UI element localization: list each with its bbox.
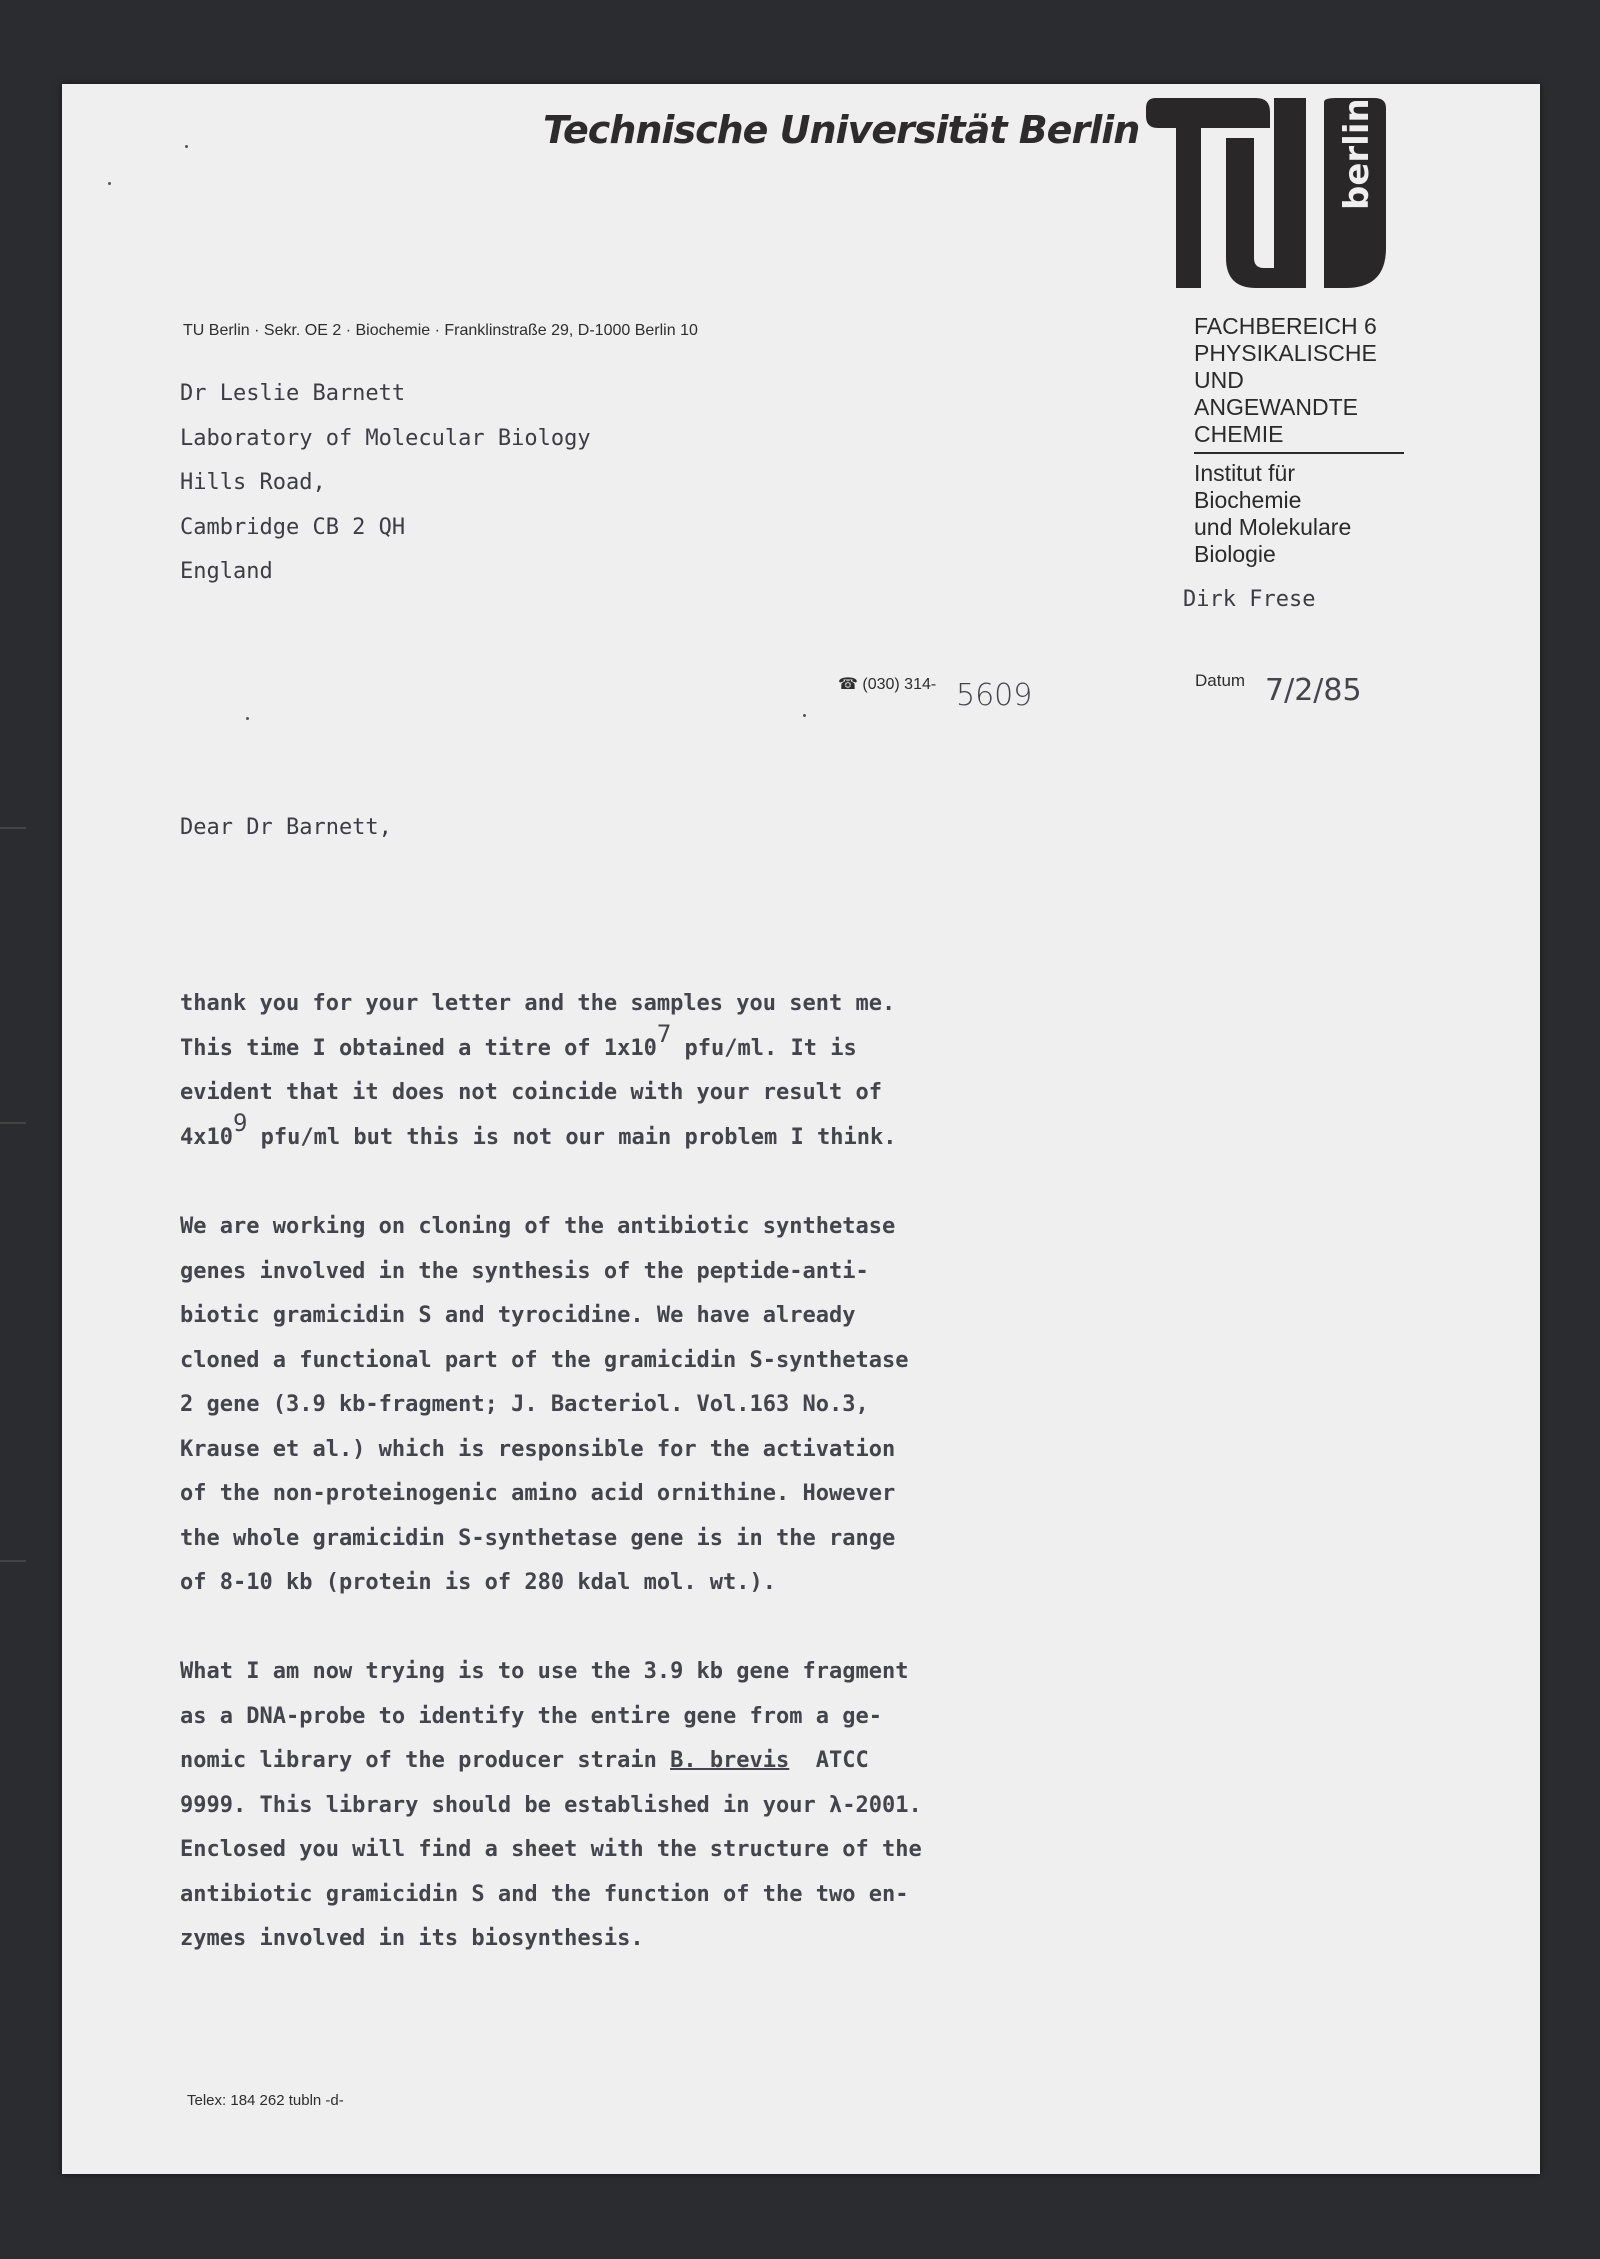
text-line: of 8-10 kb (protein is of 280 kdal mol. wt.). bbox=[180, 1570, 777, 1595]
text-line: biotic gramicidin S and tyrocidine. We have already bbox=[180, 1303, 856, 1328]
institute-line: und Molekulare bbox=[1194, 514, 1352, 540]
paragraph-3 bbox=[180, 1650, 922, 1962]
paragraph-2 bbox=[180, 1205, 908, 1606]
text-line: 2 gene (3.9 kb-fragment; J. Bacteriol. Vol.163 No.3, bbox=[180, 1392, 869, 1417]
phone-label: ☎ (030) 314- bbox=[838, 676, 937, 693]
sender-address-line: TU Berlin · Sekr. OE 2 · Biochemie · Franklinstraße 29, D-1000 Berlin 10 bbox=[183, 322, 698, 339]
logo-text: berlin bbox=[1337, 98, 1377, 210]
recipient-address bbox=[180, 372, 591, 595]
sender-name: Dirk Frese bbox=[1183, 587, 1316, 612]
date-value: 7/2/85 bbox=[1265, 673, 1362, 708]
address-line: Dr Leslie Barnett bbox=[180, 381, 406, 406]
text-line: thank you for your letter and the samples you sent me. bbox=[180, 991, 896, 1016]
text-line: We are working on cloning of the antibiotic synthetase bbox=[180, 1214, 896, 1239]
tu-berlin-logo bbox=[1146, 98, 1426, 288]
speck bbox=[803, 714, 806, 717]
paragraph-1 bbox=[180, 982, 896, 1160]
text-line: zymes involved in its biosynthesis. bbox=[180, 1926, 644, 1951]
institute-line: Biologie bbox=[1194, 541, 1276, 567]
telex: Telex: 184 262 tubln -d- bbox=[187, 2092, 344, 2109]
address-line: Laboratory of Molecular Biology bbox=[180, 425, 591, 451]
speck bbox=[185, 145, 188, 148]
department-line: CHEMIE bbox=[1194, 421, 1284, 447]
divider bbox=[1194, 452, 1404, 454]
fold-mark bbox=[0, 827, 26, 829]
address-line: Hills Road, bbox=[180, 470, 326, 495]
date-label: Datum bbox=[1195, 671, 1246, 690]
department-line: UND bbox=[1194, 367, 1244, 393]
department-line: PHYSIKALISCHE bbox=[1194, 340, 1377, 366]
salutation: Dear Dr Barnett, bbox=[180, 815, 392, 840]
text-line: What I am now trying is to use the 3.9 kb gene fragment bbox=[180, 1659, 909, 1684]
text-line: $4x10^9$ pfu/ml but this is not our main problem I think. bbox=[180, 1109, 897, 1150]
text-line: Enclosed you will find a sheet with the structure of the bbox=[180, 1837, 922, 1862]
text-line: antibiotic gramicidin S and the function of the two en- bbox=[180, 1881, 909, 1907]
institute-line: Biochemie bbox=[1194, 487, 1302, 513]
address-line: England bbox=[180, 559, 273, 584]
text-line: genes involved in the synthesis of the peptide-anti- bbox=[180, 1258, 869, 1284]
speck bbox=[246, 717, 249, 720]
address-line: Cambridge CB 2 QH bbox=[180, 514, 406, 540]
text-line: evident that it does not coincide with your result of bbox=[180, 1080, 882, 1105]
text-line: 9999. This library should be established in your λ-2001. bbox=[180, 1792, 922, 1818]
fold-mark bbox=[0, 1122, 26, 1124]
text-line: nomic library of the producer strain B. brevis ATCC bbox=[180, 1748, 869, 1773]
text-line: as a DNA-probe to identify the entire gene from a ge- bbox=[180, 1703, 882, 1729]
department-block bbox=[1194, 313, 1466, 568]
university-name: Technische Universität Berlin bbox=[543, 108, 1140, 152]
underlined-species: B. brevis bbox=[670, 1748, 790, 1773]
department-line: ANGEWANDTE bbox=[1194, 394, 1358, 420]
text-line: This time I obtained a titre of $1x10^7$ pfu/ml. It is bbox=[180, 1020, 857, 1061]
fold-mark bbox=[0, 1560, 26, 1562]
institute-line: Institut für bbox=[1194, 460, 1295, 486]
text-line: Krause et al.) which is responsible for the activation bbox=[180, 1436, 896, 1462]
text-line: of the non-proteinogenic amino acid ornithine. However bbox=[180, 1481, 896, 1506]
speck bbox=[108, 182, 111, 185]
text-line: the whole gramicidin S-synthetase gene is in the range bbox=[180, 1525, 896, 1551]
department-line: FACHBEREICH 6 bbox=[1194, 313, 1377, 339]
text-line: cloned a functional part of the gramicidin S-synthetase bbox=[180, 1347, 909, 1373]
phone-extension: 5609 bbox=[956, 678, 1033, 713]
